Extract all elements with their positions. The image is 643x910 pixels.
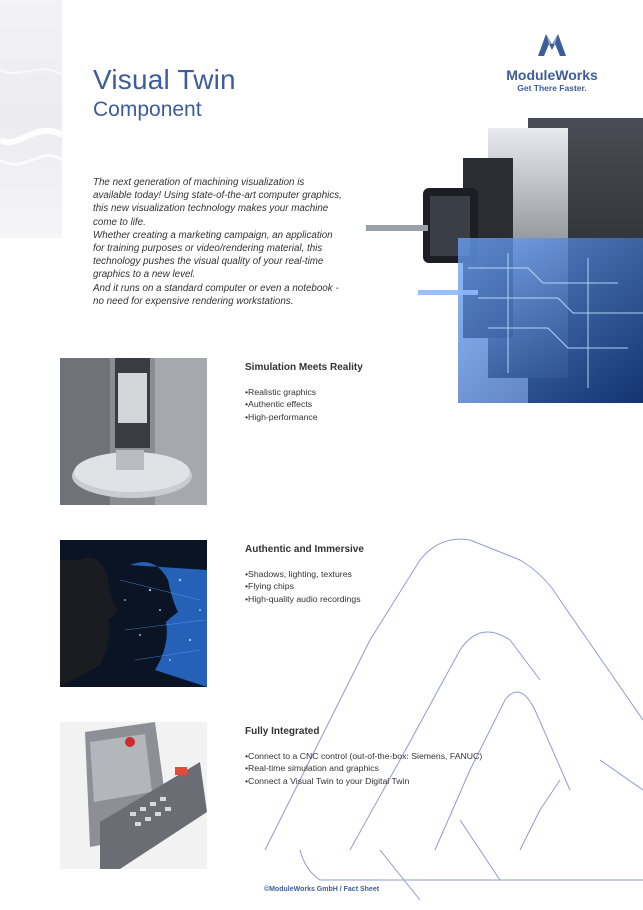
digital-face-image [60,540,207,687]
feature-item: • Shadows, lighting, textures [245,568,361,580]
feature-item: • High-quality audio recordings [245,593,361,605]
feature-title: Fully Integrated [245,726,320,737]
intro-paragraph: And it runs on a standard computer or even a notebook - no need for expensive rendering workstations. [93,282,339,307]
moduleworks-logo-icon [535,30,569,60]
feature-list [245,568,361,605]
feature-item: • High-performance [245,411,318,423]
logo-name: ModuleWorks [506,67,598,83]
moduleworks-logo [492,30,612,93]
feature-item: • Real-time simulation and graphics [245,762,482,774]
feature-item: • Connect a Visual Twin to your Digital Twin [245,775,482,787]
intro-text [93,176,343,308]
footer-copyright: ©ModuleWorks GmbH / Fact Sheet [263,886,380,893]
feature-item: • Flying chips [245,580,361,592]
corner-wave-decoration [0,0,62,238]
page-subtitle: Component [93,98,202,121]
intro-paragraph: Whether creating a marketing campaign, an application for training purposes or video/rendering material, this technology pushes the visual quality of your real-time graphics to a new level. [93,229,333,281]
page-title: Visual Twin [93,64,236,95]
feature-item: • Connect to a CNC control (out-of-the-box: Siemens, FANUC) [245,750,482,762]
feature-title: Authentic and Immersive [245,544,364,555]
feature-title: Simulation Meets Reality [245,362,363,373]
feature-item: • Realistic graphics [245,386,318,398]
feature-list [245,750,482,787]
cnc-control-panel-image [60,722,207,869]
spindle-hero-image [358,118,643,403]
logo-tagline: Get There Faster. [517,83,587,93]
intro-paragraph: The next generation of machining visualization is available today! Using state-of-the-art computer graphics, this new visualization technology makes your machine come to life. [93,177,342,228]
feature-item: • Authentic effects [245,398,318,410]
machine-simulation-image [60,358,207,505]
feature-list [245,386,318,423]
